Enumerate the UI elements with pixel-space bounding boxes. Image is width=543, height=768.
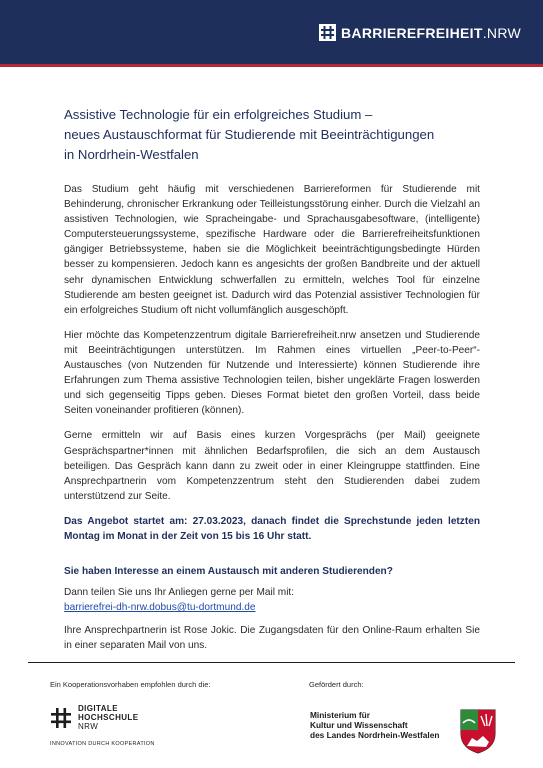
ministry-name: [310, 710, 439, 740]
brand-suffix: .NRW: [482, 24, 521, 41]
contact-person: Ihre Ansprechpartnerin ist Rose Jokic. Die Zugangsdaten für den Online-Raum erhalten Sie in einer separaten Mail von uns.: [64, 625, 480, 652]
funded-label: Gefördert durch:: [309, 680, 364, 689]
title-line-1: Assistive Technologie für ein erfolgreiches Studium –: [64, 107, 373, 122]
interest-question: Sie haben Interesse an einem Austausch mit anderen Studierenden?: [64, 566, 393, 578]
email-link[interactable]: barrierefrei-dh-nrw.dobus@tu-dortmund.de: [64, 602, 256, 614]
hash-logo-icon: [319, 24, 336, 41]
header-accent-stripe: [0, 64, 543, 67]
announcement: Das Angebot startet am: 27.03.2023, danach findet die Sprechstunde jeden letzten Montag im Monat in der Zeit von 15 bis 16 Uhr statt.: [64, 515, 480, 542]
title-line-3: in Nordrhein-Westfalen: [64, 147, 199, 162]
ministry-line-1: Ministerium für: [310, 710, 370, 720]
paragraph-process: Gerne ermitteln wir auf Basis eines kurzen Vorgesprächs (per Mail) geeignete Gesprächspartner*innen mit ähnlichen Bedarfsprofilen, die sich an dem Austausch beteiligen. Das Gespräch kann dann zu zweit oder in einer Kleingruppe stattfinden. Eine Ansprechpartnerin vom Kompetenzzentrum steht den Studierenden dabei zudem unterstützend zur Seite.: [64, 430, 480, 502]
dh-hash-icon: [50, 707, 72, 729]
ministry-line-2: Kultur und Wissenschaft: [310, 720, 408, 730]
brand-text: [341, 25, 521, 41]
dh-line-1: DIGITALE: [78, 704, 118, 713]
digitale-hochschule-logo: [50, 704, 138, 731]
title-line-2: neues Austauschformat für Studierende mit Beeinträchtigungen: [64, 127, 435, 142]
paragraph-exchange: Hier möchte das Kompetenzzentrum digitale Barrierefreiheit.nrw ansetzen und Studierende mit Beeinträchtigungen unterstützen. Im Rahmen eines virtuellen „Peer-to-Peer“-Austausches (von Nutzenden für Nutzende und Interessierte) können Studierende ihre Erfahrungen zum Thema assistive Technologien teilen, bisher ungeklärte Fragen loswerden und sich gegenseitig Tipps geben. Dieses Format bietet den großen Vorteil, dass beide Seiten voneinander profitieren (können).: [64, 329, 480, 417]
cooperation-label: Ein Kooperationsvorhaben empfohlen durch die:: [50, 680, 211, 689]
brand-logo: [319, 24, 521, 41]
brand-bold: BARRIEREFREIHEIT: [341, 24, 483, 41]
body-text: [64, 182, 480, 664]
paragraph-intro: Das Studium geht häufig mit verschiedenen Barriereformen für Studierende mit Behinderung, chronischer Erkrankung oder Teilleistungsstörung einher. Durch die Vielzahl an assistiven Technologien, wie Spracheingabe- und Sprachausgabesoftware, (intelligente) Computersteuerungssysteme, spezifische Hardware oder die Barrierefreiheitsfunktionen gängiger Betriebssysteme, haben sie die Möglichkeit beeinträchtigungsbedingte Hürden besser zu kompensieren. Jedoch kann es angesichts der großen Bandbreite und der aktuell sehr dynamischen Entwicklung schwerfallen zu ermitteln, welches Tool für einzelne Studierende am besten geeignet ist. Dadurch wird das Potenzial assistiver Technologien für ein erfolgreiches Studium oft nicht vollumfänglich ausgeschöpft.: [64, 184, 480, 316]
footer-divider: [28, 662, 515, 663]
dh-wordmark: [78, 704, 138, 731]
page-title: [64, 105, 504, 165]
contact-block: [64, 585, 480, 615]
header-bar: [0, 0, 543, 64]
dh-line-3: NRW: [78, 722, 99, 731]
contact-intro: Dann teilen Sie uns Ihr Anliegen gerne per Mail mit:: [64, 587, 295, 599]
ministry-line-3: des Landes Nordrhein-Westfalen: [310, 730, 440, 740]
nrw-coat-of-arms-icon: [459, 708, 497, 754]
dh-line-2: HOCHSCHULE: [78, 713, 139, 722]
dh-tagline: INNOVATION DURCH KOOPERATION: [50, 741, 155, 747]
